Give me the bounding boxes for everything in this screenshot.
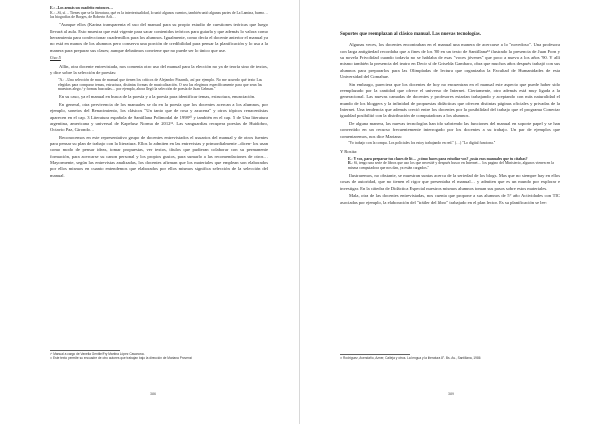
dialogue-line: R.: Sí, tengo una serie de libros que uso los que necesité y después busco en Internet… los pagino del Ministerio, algunos vienen en la misma computadora que nos dan, ya están cargados." [348, 161, 554, 170]
paragraph: Reconocemos en este representativo grupo de docentes entrevistados el usuarios del manual y de otros fuentes para pensar su plan de trabajo con la literatura. Ellos lo admiten en las entrevistas y primordialmente –dicen- los usan como modo de pensar ideas, tomar propuestas, ver textos, títulos que pudieran colaborar con su permanente formación, para acercarse su canon personal y los propios gustos, para sumarlo a las recomendaciones de otros… Mayormente, según las entrevistas analizadas, los docentes afirman que los materiales que emplean son elaborados por ellos mismos en cuanto entendemos que elaborados por ellos mismos significa selección de la selección del manual. [50, 134, 268, 178]
paragraph: Sin embargo, pareciera que los docentes de hoy no encuentran en el manual este aspecto que puede haber sido reemplazado por la cantidad que ofrece el universo de Internet. Ciertamente, otro además está muy ligada a la generacional. Las nuevas camadas de docentes y profesores estarían trabajando y aceptando con más naturalidad el mundo de los bloggers y la infinidad de propuestas didácticas que ofrecen distintas páginas oficiales y privadas de la Internet. Una tendencia que además creció entre los docentes por la posibilidad del trabajo que el programa Conectar igualdad posibilitó con la distribución de computadoras a los alumnos. [340, 81, 560, 119]
footnotes [50, 350, 268, 360]
paragraph: Mala, otra de las docentes entrevistadas, nos cuenta que propone a sus alumnos de 5° año Actividades con TIC asociadas por ejemplo, la elaboración del "tráiler del libro" trabajado en el plan lector. Es su planificación se lee: [340, 193, 560, 205]
paragraph: De alguna manera, las nuevas tecnologías han ido sabriendo las funciones del manual en soporte papel y se han convertido en un recurso frecuentemente interrogado por los docentes a su trabajo. Un par de ejemplos que comentaremos, nos dice Mariana: [340, 120, 560, 139]
quote-line: K.: –Sí, sí… Tienes que se la literatura, qué es la intertextualidad, lo unió algunos cuentos, también unió algunas partes de La Lamina, bueno… las biografías de Borges, de Roberto Arlt… [50, 10, 268, 20]
label-line: Y Rosita: [340, 148, 358, 154]
paragraph: Allín, otra docente entrevistada, nos comenta otro uso del manual para la elección no ya de teoría sino de textos, y dice sobre la selección de poesías: [50, 63, 268, 75]
left-text-column [50, 6, 268, 180]
block-quote: "Yo trabajo con la compu. Los policiales los estoy trabajando en red." (…) "Lo digital funciona." [348, 141, 496, 146]
block-quote: "A.: –Una selección de mas de manual que tienen los críticos de Alejandro Pizarnik, así por ejemplo. No me acuerdo qué texto Las elegidas para comparar temas, estructura, distintas formas de musicalización. O sea las elegimos específicamente para que sean las muestras alego / y formas buscadas… por ejemplo, ahora llegó la selección de poesía de Juan Gelman." [58, 77, 262, 92]
opening-quote [50, 6, 268, 20]
footnotes [340, 354, 560, 360]
paragraph: En su caso, ya el manual en busca de la poesía y a la poesía para identificar temas, estructura, enunciación. [59, 94, 256, 100]
right-page [300, 0, 600, 424]
speaker: E. [348, 156, 352, 161]
dialogue-text: Y vos, para preparar tus clases de lit… ¿cómo haces para estudiar vos? ¿usás esos manuales que tu citabas? [353, 156, 528, 161]
footnote: ¹⁰ Manual a cargo de Vanella Gentile/Fry Martina López Casanova. [50, 351, 145, 356]
footnote: ¹¹ Este texto permite su encuadre de otro autores que trabajan bajo la dirección de Mariana Provenzi [50, 355, 193, 360]
footnote: ¹² Rodríguez, Avendaño, Azner, Calleja y otros. La lengua y la literatura 8°. Bs. As., Santillana, 1986 [340, 355, 481, 360]
paragraph: Ilustraremos, no obstante, se muestran suntas acerca de la seriedad de los blogs. Mas que no siempre hay en ellos cosas de autoridad, que no tienen el rigor que presentaba el manual… y admiten que es un mundo por explorar e investigar. En la cátedra de Didáctica Especial nuestros mismos alumnos toman sus pasos sobre estos materiales. [340, 172, 560, 191]
paragraph: En general, otra pervivencia de los manuales se da en la poesía que los docentes acercan a los alumnos, por ejemplo, sonetos del Renacimiento, los clásicos "Un tanto que de rosa y azucena" y otros tópicos renacentistas aparecen en el cap. 3 Literatura española de Santillana Polimodal de 1998¹⁰ y también en el cap. 5 de Una literatura argentina, americana y universal de Kapelusz Norma de 2012¹¹. Las vanguardias recupera poesías de Huidobro, Octavio Paz, Girondo… [50, 101, 268, 133]
dialogue-quote [348, 157, 554, 171]
footnote-divider [340, 354, 410, 355]
speaker: R. [348, 161, 352, 166]
dialogue-line: E.: Y vos, para preparar tus clases de lit… ¿cómo haces para estudiar vos? ¿usás esos manuales que tu citabas? [348, 156, 528, 161]
paragraph: Algunas veces, los docentes encontraban en el manual una manera de acercarse a lo "novedoso". Una profesora con larga antigüedad recordaba que a fines de los '80 en un texto de Santillana¹² ilustrado la presencia de Juan Forn y su novela Frivolidad cuando todavía no se hablaba de esas "voces jóvenes" que poco a nueva a los años '90. Y allí mismo también la presencia del teatro en Decir sí de Griselda Gambaro, obra que muchos años después trabajó con sus alumnos para prepararlos para las Olimpíadas de lectura que organizaba la Facultad de Humanidades de esta Universidad del Comahue. [340, 42, 560, 80]
quote-line: E.: –Los armás un cuadrito entonces… [50, 6, 114, 10]
right-text-column [340, 32, 560, 207]
page-number: 389 [448, 392, 454, 396]
paragraph: "Aunque ellos (Karina transparenta el uso del manual para su propio estudio de cuestiones teóricas que luego llevará al aula. Esto muestra que está vigente para sacar contenidos teóricos para guiarla y que además lo valora como herramienta para confeccionar cuadernillos para los alumnos. Igualmente, como decía el docente anterior el manual ya no está en manos de los alumnos pero conserva una porción de credibilidad para pensar la planificación y lo usa a la manera para preparar sus clases; aunque debatimos conviene que no puede ser lo único que use. [50, 22, 268, 53]
section-subhead: Uso 5 [50, 55, 61, 61]
dialogue-text: Sí, tengo una serie de libros que uso los que necesité y después busco en Internet… los pagino del Ministerio, algunos vienen en la misma computadora que nos dan, ya están cargados." [348, 161, 554, 170]
footnote-divider [50, 350, 120, 351]
page-number: 386 [150, 392, 156, 396]
section-heading: Soportes que reemplazan al clásico manual. Las nuevas tecnologías. [340, 32, 481, 37]
